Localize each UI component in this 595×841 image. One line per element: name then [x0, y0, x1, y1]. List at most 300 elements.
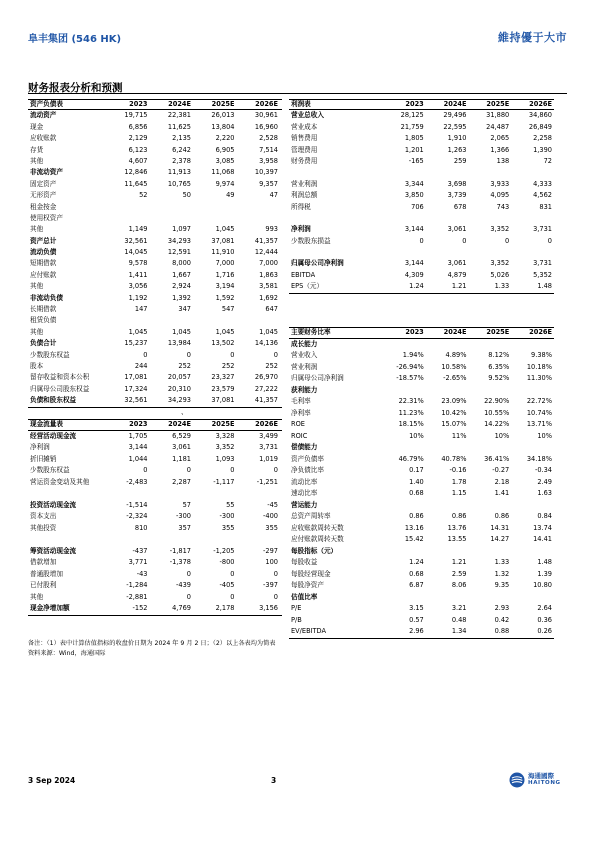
row-value: 46.79% [398, 454, 424, 463]
row-value: 3,144 [128, 443, 148, 451]
row-value: 4,333 [533, 179, 552, 188]
table-row [28, 327, 282, 338]
row-value: 6,242 [172, 145, 191, 154]
table-row [28, 580, 282, 592]
row-label: 营业总收入 [291, 111, 324, 120]
row-value: 1,667 [172, 270, 191, 279]
row-value: -2,324 [126, 512, 148, 520]
table-row [289, 179, 554, 190]
row-value: 7,514 [259, 145, 278, 154]
table-section-row [28, 110, 282, 121]
row-label: 营业利润 [291, 179, 318, 188]
row-value [195, 488, 239, 500]
row-label: P/B [291, 615, 302, 624]
row-value: 11,625 [167, 122, 191, 131]
row-value: 41,357 [254, 396, 278, 405]
table-row [289, 615, 554, 627]
row-value: 22,381 [167, 111, 191, 120]
row-value: 1,149 [128, 225, 148, 234]
table-row [289, 122, 554, 133]
row-value [426, 167, 469, 178]
row-value [383, 385, 426, 397]
row-value: 10.74% [526, 408, 552, 417]
row-label: 净利率 [291, 408, 311, 417]
row-value: 8.06 [451, 581, 467, 589]
table-row [28, 315, 282, 326]
row-label: 资产负债率 [291, 454, 324, 463]
row-value [383, 247, 426, 258]
table-row [28, 258, 282, 269]
row-value: 3.21 [451, 604, 467, 612]
row-value: 3,056 [128, 282, 148, 291]
row-value: 1,705 [128, 431, 148, 440]
row-value [469, 167, 512, 178]
table-section-row [289, 224, 554, 235]
table-row [289, 270, 554, 281]
row-value: -2,881 [126, 592, 148, 601]
row-value: 1,390 [533, 145, 552, 154]
table-row [28, 557, 282, 569]
row-value: 4,769 [172, 604, 191, 612]
row-label: 资产总计 [30, 236, 57, 245]
row-value [239, 202, 283, 213]
row-label: 每股指标（元） [291, 546, 338, 555]
table-row [289, 557, 554, 569]
row-label: ROIC [291, 431, 308, 440]
row-value: -1,378 [169, 558, 191, 566]
table-header-row [28, 419, 282, 431]
haitong-logo [509, 772, 561, 788]
company-ticker: 阜丰集团 (546 HK) [28, 34, 122, 45]
row-label: 归属母公司净利润 [291, 374, 344, 382]
row-label: 应付账款 [30, 270, 57, 279]
row-label: 所得税 [291, 202, 311, 211]
row-value: 3,344 [404, 179, 424, 188]
row-label: ROE [291, 420, 305, 428]
row-label: P/E [291, 604, 302, 612]
row-value: 22,595 [443, 122, 467, 131]
row-value [469, 500, 512, 512]
row-value [383, 500, 426, 512]
logo-text-en: HAITONG [528, 780, 561, 786]
row-value: 6,529 [172, 431, 191, 440]
table-row [289, 350, 554, 362]
table-header-row [289, 327, 554, 339]
row-value: 7,000 [215, 259, 235, 268]
row-label: 偿债能力 [291, 443, 318, 451]
row-value: 355 [265, 523, 278, 532]
row-value: 3.15 [409, 604, 424, 612]
row-value: 2,287 [172, 477, 191, 486]
row-value: 547 [221, 305, 235, 314]
row-value: 12,591 [167, 248, 191, 257]
row-value: 0.86 [451, 512, 467, 520]
table-row [289, 362, 554, 374]
row-label: 资本支出 [30, 512, 57, 520]
row-value: 0 [462, 236, 467, 245]
row-value [426, 592, 469, 604]
logo-text-cn: 海通國際 [528, 772, 554, 780]
row-value [108, 213, 152, 224]
row-value: 1,805 [404, 134, 424, 143]
table-row [289, 431, 554, 443]
financial-ratios-table [289, 327, 554, 639]
section-divider [28, 93, 567, 94]
row-value: 36.41% [484, 454, 510, 463]
row-value: 34,293 [167, 236, 191, 245]
row-value: 22.90% [484, 397, 510, 405]
row-value: 0 [273, 569, 278, 578]
row-value: 1,392 [172, 293, 191, 302]
row-value: 9,578 [128, 259, 148, 268]
row-label: 筹资活动现金流 [30, 546, 77, 555]
table-row [28, 511, 282, 523]
row-value: 1.21 [451, 282, 467, 291]
row-label: 每股经营现金 [291, 569, 331, 578]
row-value: 1,045 [259, 327, 278, 336]
row-value: 15,237 [124, 339, 148, 348]
row-value: 7,000 [259, 259, 278, 268]
section-title: 财务报表分析和预测 [28, 82, 123, 94]
table-row [289, 523, 554, 535]
row-value [511, 385, 554, 397]
column-header: 2024E [443, 328, 467, 336]
row-value: 1,263 [447, 145, 467, 154]
row-value: 3,061 [172, 443, 191, 451]
row-value: 2,129 [128, 134, 148, 143]
row-value: 2.93 [494, 604, 510, 612]
table-row [28, 350, 282, 361]
row-value: 1,045 [215, 327, 235, 336]
table-section-row [28, 603, 282, 615]
row-value: 0 [547, 236, 552, 245]
row-value: 49 [226, 191, 235, 200]
row-value: 3,698 [447, 179, 467, 188]
table-section-row [28, 167, 282, 178]
row-label: 投资活动现金流 [30, 500, 77, 509]
row-value: 72 [543, 156, 552, 165]
row-value: -405 [219, 581, 235, 589]
row-value [426, 546, 469, 558]
row-label: 归属母公司股东权益 [30, 384, 90, 393]
row-value: 2,258 [533, 134, 552, 143]
table-row [289, 603, 554, 615]
row-value: 20,057 [167, 373, 191, 382]
row-value: -152 [132, 604, 148, 612]
table-row [289, 236, 554, 247]
row-label: 获利能力 [291, 385, 318, 394]
row-value: 10% [537, 431, 552, 440]
row-value: 0 [273, 466, 278, 474]
row-label: 留存收益和资本公积 [30, 373, 90, 382]
row-value: 11,913 [167, 168, 191, 177]
row-value: 1.48 [537, 282, 552, 291]
row-value: 0.86 [409, 512, 424, 520]
table-row [28, 488, 282, 500]
row-value: 0.42 [494, 615, 510, 624]
table-section-row [289, 500, 554, 512]
table-section-row [28, 431, 282, 443]
table-section-row [289, 385, 554, 397]
row-label: 其他 [30, 156, 44, 165]
row-label: 借款增加 [30, 558, 57, 566]
table-row [289, 626, 554, 638]
table-row [289, 281, 554, 292]
table-row [28, 592, 282, 604]
row-value: 3,499 [259, 431, 278, 440]
table-section-row [289, 110, 554, 121]
table-header-row [289, 99, 554, 110]
row-value [239, 315, 283, 326]
row-value: 3,194 [215, 282, 235, 291]
row-value: 20,310 [167, 384, 191, 393]
row-value: 357 [178, 523, 191, 532]
row-value: 252 [265, 361, 278, 370]
row-value: 32,561 [124, 396, 148, 405]
row-value: 10.42% [441, 408, 467, 417]
table-section-row [28, 236, 282, 247]
table-row [289, 133, 554, 144]
row-value: 6,123 [128, 145, 148, 154]
row-value: 1,192 [128, 293, 148, 302]
row-value: 2,065 [490, 134, 510, 143]
row-value: 743 [496, 202, 510, 211]
row-value: 0 [186, 592, 191, 601]
row-label: 管理费用 [291, 145, 318, 154]
table-row [289, 408, 554, 420]
row-value: 10.55% [484, 408, 510, 417]
row-value: 13,804 [211, 122, 235, 131]
row-value: 14.27 [490, 535, 510, 543]
column-header: 2024E [443, 100, 467, 108]
row-value: 2,220 [215, 134, 235, 143]
row-value: 138 [496, 156, 510, 165]
row-value: 21,759 [400, 122, 424, 131]
row-value: 147 [134, 305, 148, 314]
table-section-row [289, 258, 554, 269]
row-value: 5,352 [533, 270, 552, 279]
row-value: 1,019 [259, 454, 278, 463]
row-value: 252 [178, 361, 191, 370]
row-value: 1.48 [537, 558, 552, 566]
table-row [28, 361, 282, 372]
table-row [28, 304, 282, 315]
row-value: 10,397 [254, 168, 278, 177]
table-remark: 备注：（1）表中计算估值指标的收盘价日期为 2024 年 9 月 2 日；（2）以上各表均为简表 [28, 640, 276, 647]
row-value [152, 213, 196, 224]
table-row [289, 465, 554, 477]
row-value [383, 213, 426, 224]
row-value: 6,856 [128, 122, 148, 131]
row-value: 0 [419, 236, 424, 245]
row-value: 4,095 [490, 191, 510, 200]
row-value: 2.59 [451, 569, 467, 578]
row-value [469, 213, 512, 224]
row-value: 3,771 [128, 558, 148, 566]
row-value: 10% [409, 431, 424, 440]
row-value: 1.94% [402, 351, 424, 359]
footer-date: 3 Sep 2024 [28, 776, 76, 785]
cash-flow-table [28, 419, 282, 616]
row-value: 2,924 [172, 282, 191, 291]
row-value: 0 [273, 592, 278, 601]
row-value: 14.41 [533, 535, 552, 543]
row-value: 26,970 [254, 373, 278, 382]
row-value: 1,045 [128, 327, 148, 336]
row-label: 应付账款周转天数 [291, 535, 344, 543]
row-value: 14.22% [484, 420, 510, 428]
row-value: 24,487 [486, 122, 510, 131]
row-value [426, 339, 469, 351]
row-label: 估值比率 [291, 592, 318, 601]
row-label: 短期借款 [30, 259, 57, 268]
row-value [383, 592, 426, 604]
stray-mark: 、 [181, 408, 188, 416]
row-value: 12,846 [124, 168, 148, 177]
row-value: -0.34 [534, 466, 552, 474]
row-value: 57 [182, 500, 191, 509]
row-value: 9.38% [531, 351, 552, 359]
row-label: 其他 [30, 282, 44, 291]
row-label: 应收账款 [30, 134, 57, 143]
row-value: 0 [143, 350, 148, 359]
row-value: 2.18 [494, 477, 510, 486]
row-value: 0 [505, 236, 510, 245]
row-value: 4,562 [533, 191, 552, 200]
row-value: 3,328 [215, 431, 235, 440]
row-value: 244 [134, 361, 148, 370]
row-value: 1.63 [537, 489, 552, 497]
row-value: 37,081 [211, 396, 235, 405]
table-section-row [289, 442, 554, 454]
row-value [426, 385, 469, 397]
row-value: 5,026 [490, 270, 510, 279]
row-value: 0.68 [409, 569, 424, 578]
row-value: 1.24 [409, 558, 424, 566]
row-value: 1.40 [409, 477, 424, 486]
table-section-row [289, 592, 554, 604]
row-value: -18.57% [396, 374, 424, 382]
row-value: 2.64 [537, 604, 552, 612]
row-value: 3,352 [490, 225, 510, 234]
row-value: 1.32 [494, 569, 510, 578]
table-row [28, 372, 282, 383]
column-header: 2023 [405, 328, 424, 336]
column-header: 2026E [255, 420, 278, 428]
row-label: 速动比率 [291, 489, 318, 497]
row-value [195, 534, 239, 546]
row-value: 16,960 [254, 122, 278, 131]
row-value: 3,850 [404, 191, 424, 200]
row-value: 9,357 [259, 179, 278, 188]
row-value: 993 [265, 225, 278, 234]
row-value [469, 546, 512, 558]
row-value [239, 534, 283, 546]
row-value: 0.88 [494, 627, 510, 635]
row-value: 10.58% [441, 362, 467, 371]
row-value: 2,178 [215, 604, 235, 612]
row-label [28, 488, 108, 500]
row-value: -1,817 [169, 546, 191, 555]
table-section-row [28, 500, 282, 512]
row-value: 9.52% [488, 374, 510, 382]
row-label: 非流动负债 [30, 293, 63, 302]
row-value: 355 [221, 523, 235, 532]
row-value [426, 500, 469, 512]
row-value: 0.68 [409, 489, 424, 497]
row-value: -437 [132, 546, 148, 555]
row-label: 现金 [30, 122, 44, 131]
row-value: 1.33 [494, 558, 510, 566]
column-header: 2025E [486, 100, 510, 108]
row-value: 11.30% [526, 374, 552, 382]
row-value: 28,125 [400, 111, 424, 120]
row-value: 4,309 [404, 270, 424, 279]
row-value: 12,444 [254, 248, 278, 257]
row-label: 经营活动现金流 [30, 431, 77, 440]
row-value: 1.34 [451, 627, 467, 635]
table-row [28, 224, 282, 235]
row-value: -800 [219, 558, 235, 566]
row-value: 2.96 [409, 627, 424, 635]
row-value: 3,731 [533, 225, 552, 234]
row-label: 净利润 [291, 225, 311, 234]
table-row [289, 213, 554, 224]
row-label: 营运资金变动及其他 [30, 477, 90, 486]
row-label: 净利润 [30, 443, 50, 451]
table-row [28, 133, 282, 144]
row-label: 无形资产 [30, 191, 57, 200]
row-label: 非流动资产 [30, 168, 63, 177]
row-value: 2.49 [537, 477, 552, 486]
column-header: 2023 [405, 100, 424, 108]
row-value: 1.33 [494, 282, 510, 291]
row-value: 22.72% [526, 397, 552, 405]
row-label: 其他 [30, 225, 44, 234]
row-value: 3,731 [259, 443, 278, 451]
row-value: -45 [267, 500, 278, 509]
row-value: 1,044 [128, 454, 148, 463]
table-row [289, 156, 554, 167]
row-value [195, 213, 239, 224]
row-value [426, 247, 469, 258]
row-value: 40.78% [441, 454, 467, 463]
row-label: 其他投资 [30, 523, 57, 532]
row-value [239, 213, 283, 224]
row-value: 6,905 [215, 145, 235, 154]
table-row [28, 281, 282, 292]
row-value [152, 315, 196, 326]
row-label: 营业收入 [291, 351, 318, 359]
row-value: 11.23% [398, 408, 424, 417]
row-value: 13,984 [167, 339, 191, 348]
row-value: 17,081 [124, 373, 148, 382]
row-label: 每股收益 [291, 558, 318, 566]
row-value: 1.78 [451, 477, 467, 486]
row-value: 10.18% [526, 362, 552, 371]
row-value [108, 202, 152, 213]
row-label: 流动负债 [30, 248, 57, 257]
table-row [28, 465, 282, 477]
row-label: 固定资产 [30, 179, 57, 188]
row-value [383, 167, 426, 178]
row-value [511, 247, 554, 258]
rating-label: 維持優于大市 [498, 31, 567, 44]
row-value: 706 [411, 202, 424, 211]
row-value: 3,156 [259, 604, 278, 612]
row-value: 34,860 [528, 111, 552, 120]
row-value: 14,136 [254, 339, 278, 348]
